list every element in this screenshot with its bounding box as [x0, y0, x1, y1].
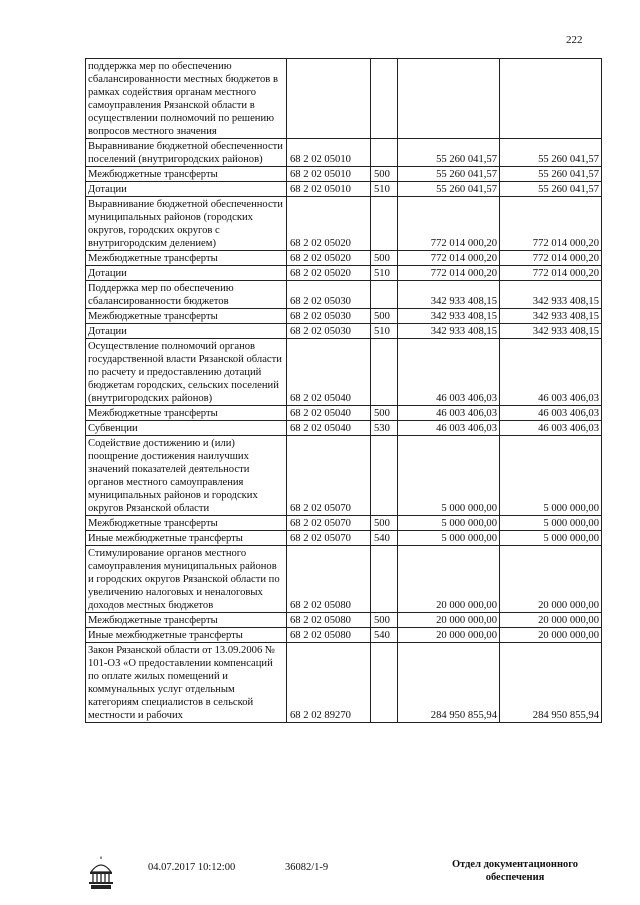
- row-expense-type: 500: [371, 516, 398, 531]
- row-expense-type: [371, 197, 398, 251]
- row-code: 68 2 02 05080: [287, 613, 371, 628]
- row-amount-1: 55 260 041,57: [398, 167, 500, 182]
- row-amount-2: 772 014 000,20: [500, 266, 602, 281]
- row-amount-1: 46 003 406,03: [398, 406, 500, 421]
- table-row: [86, 339, 602, 406]
- row-code: 68 2 02 05040: [287, 339, 371, 406]
- row-code: 68 2 02 05040: [287, 421, 371, 436]
- row-expense-type: 500: [371, 167, 398, 182]
- row-amount-1: 772 014 000,20: [398, 197, 500, 251]
- row-code: 68 2 02 89270: [287, 643, 371, 723]
- row-code: 68 2 02 05080: [287, 628, 371, 643]
- table-row: [86, 406, 602, 421]
- row-amount-2: 46 003 406,03: [500, 339, 602, 406]
- row-name: Межбюджетные трансферты: [86, 516, 287, 531]
- row-amount-1: 772 014 000,20: [398, 251, 500, 266]
- row-name: Межбюджетные трансферты: [86, 167, 287, 182]
- row-name: Содействие достижению и (или) поощрение достижения наилучших значений показателей деятельности органов местного самоуправления муниципальных районов и городских округов Рязанской области: [86, 436, 287, 516]
- row-expense-type: [371, 139, 398, 167]
- document-number: 36082/1-9: [285, 862, 329, 873]
- row-code: 68 2 02 05030: [287, 324, 371, 339]
- row-amount-2: 772 014 000,20: [500, 251, 602, 266]
- row-amount-1: 284 950 855,94: [398, 643, 500, 723]
- row-expense-type: 510: [371, 324, 398, 339]
- row-expense-type: [371, 546, 398, 613]
- table-row: [86, 197, 602, 251]
- row-amount-1: 20 000 000,00: [398, 613, 500, 628]
- table-row: [86, 251, 602, 266]
- row-name: Дотации: [86, 266, 287, 281]
- row-code: 68 2 02 05040: [287, 406, 371, 421]
- table-row: [86, 531, 602, 546]
- row-expense-type: 500: [371, 406, 398, 421]
- table-row: [86, 546, 602, 613]
- row-name: Поддержка мер по обеспечению сбалансированности бюджетов: [86, 281, 287, 309]
- row-amount-2: 46 003 406,03: [500, 421, 602, 436]
- row-amount-2: 20 000 000,00: [500, 546, 602, 613]
- row-code: 68 2 02 05010: [287, 139, 371, 167]
- print-timestamp: 04.07.2017 10:12:00: [148, 862, 236, 873]
- row-expense-type: 500: [371, 613, 398, 628]
- row-amount-2: 5 000 000,00: [500, 531, 602, 546]
- row-amount-1: 20 000 000,00: [398, 546, 500, 613]
- row-name: Межбюджетные трансферты: [86, 251, 287, 266]
- row-name: Выравнивание бюджетной обеспеченности муниципальных районов (городских округов, городских округов с внутригородским делением): [86, 197, 287, 251]
- row-amount-1: 5 000 000,00: [398, 436, 500, 516]
- row-amount-1: 342 933 408,15: [398, 309, 500, 324]
- budget-table: [85, 58, 602, 723]
- duma-logo: [88, 856, 114, 890]
- table-row: [86, 436, 602, 516]
- row-amount-2: 55 260 041,57: [500, 182, 602, 197]
- row-expense-type: 540: [371, 628, 398, 643]
- table-row: [86, 324, 602, 339]
- table-row: [86, 182, 602, 197]
- row-name: Субвенции: [86, 421, 287, 436]
- row-expense-type: [371, 643, 398, 723]
- row-expense-type: [371, 59, 398, 139]
- row-code: 68 2 02 05020: [287, 197, 371, 251]
- row-amount-2: 342 933 408,15: [500, 309, 602, 324]
- row-amount-2: 55 260 041,57: [500, 139, 602, 167]
- row-amount-1: 55 260 041,57: [398, 139, 500, 167]
- row-amount-2: 46 003 406,03: [500, 406, 602, 421]
- row-amount-2: 5 000 000,00: [500, 436, 602, 516]
- row-name: Выравнивание бюджетной обеспеченности поселений (внутригородских районов): [86, 139, 287, 167]
- row-amount-2: 55 260 041,57: [500, 167, 602, 182]
- row-expense-type: 500: [371, 309, 398, 324]
- row-amount-2: 20 000 000,00: [500, 613, 602, 628]
- row-name: Осуществление полномочий органов государственной власти Рязанской области по расчету и предоставлению дотаций бюджетам городских, сельских поселений (внутригородских районов): [86, 339, 287, 406]
- row-amount-1: 5 000 000,00: [398, 531, 500, 546]
- table-row: [86, 309, 602, 324]
- row-code: 68 2 02 05080: [287, 546, 371, 613]
- row-code: 68 2 02 05070: [287, 516, 371, 531]
- row-code: 68 2 02 05020: [287, 266, 371, 281]
- row-amount-2: 342 933 408,15: [500, 281, 602, 309]
- page-number: 222: [566, 34, 583, 46]
- table-row: [86, 167, 602, 182]
- row-expense-type: 540: [371, 531, 398, 546]
- row-name: Закон Рязанской области от 13.09.2006 № 101-ОЗ «О предоставлении компенсаций по оплате жилых помещений и коммунальных услуг отдельным категориям специалистов в сельской местности и рабочих: [86, 643, 287, 723]
- table-row: [86, 628, 602, 643]
- row-amount-1: 5 000 000,00: [398, 516, 500, 531]
- table-row: [86, 139, 602, 167]
- row-amount-1: 342 933 408,15: [398, 281, 500, 309]
- row-name: Дотации: [86, 324, 287, 339]
- row-code: 68 2 02 05010: [287, 167, 371, 182]
- row-amount-2: 20 000 000,00: [500, 628, 602, 643]
- row-amount-1: 55 260 041,57: [398, 182, 500, 197]
- row-expense-type: 510: [371, 182, 398, 197]
- row-amount-1: 772 014 000,20: [398, 266, 500, 281]
- row-amount-2: 284 950 855,94: [500, 643, 602, 723]
- row-name: Межбюджетные трансферты: [86, 613, 287, 628]
- department-stamp: Отдел документационного обеспечения: [451, 859, 579, 883]
- row-expense-type: 500: [371, 251, 398, 266]
- row-code: 68 2 02 05070: [287, 436, 371, 516]
- row-amount-1: [398, 59, 500, 139]
- table-row: [86, 59, 602, 139]
- row-amount-1: 46 003 406,03: [398, 339, 500, 406]
- row-expense-type: 530: [371, 421, 398, 436]
- row-name: Межбюджетные трансферты: [86, 406, 287, 421]
- row-code: 68 2 02 05020: [287, 251, 371, 266]
- row-expense-type: [371, 281, 398, 309]
- row-amount-2: [500, 59, 602, 139]
- row-amount-2: 772 014 000,20: [500, 197, 602, 251]
- table-row: [86, 613, 602, 628]
- row-name: Межбюджетные трансферты: [86, 309, 287, 324]
- row-name: Иные межбюджетные трансферты: [86, 628, 287, 643]
- row-code: 68 2 02 05030: [287, 281, 371, 309]
- table-row: [86, 516, 602, 531]
- row-expense-type: [371, 436, 398, 516]
- row-code: 68 2 02 05030: [287, 309, 371, 324]
- row-name: Стимулирование органов местного самоуправления муниципальных районов и городских округов Рязанской области по увеличению налоговых и неналоговых доходов местных бюджетов: [86, 546, 287, 613]
- row-expense-type: [371, 339, 398, 406]
- row-code: 68 2 02 05070: [287, 531, 371, 546]
- row-amount-1: 46 003 406,03: [398, 421, 500, 436]
- row-name: Иные межбюджетные трансферты: [86, 531, 287, 546]
- row-amount-1: 342 933 408,15: [398, 324, 500, 339]
- row-name: Дотации: [86, 182, 287, 197]
- row-code: 68 2 02 05010: [287, 182, 371, 197]
- row-amount-2: 5 000 000,00: [500, 516, 602, 531]
- row-code: [287, 59, 371, 139]
- table-row: [86, 266, 602, 281]
- table-row: [86, 281, 602, 309]
- row-name: поддержка мер по обеспечению сбалансированности местных бюджетов в рамках содействия органам местного самоуправления Рязанской области в осуществлении полномочий по решению вопросов местного значения: [86, 59, 287, 139]
- row-expense-type: 510: [371, 266, 398, 281]
- table-row: [86, 421, 602, 436]
- row-amount-1: 20 000 000,00: [398, 628, 500, 643]
- row-amount-2: 342 933 408,15: [500, 324, 602, 339]
- table-row: [86, 643, 602, 723]
